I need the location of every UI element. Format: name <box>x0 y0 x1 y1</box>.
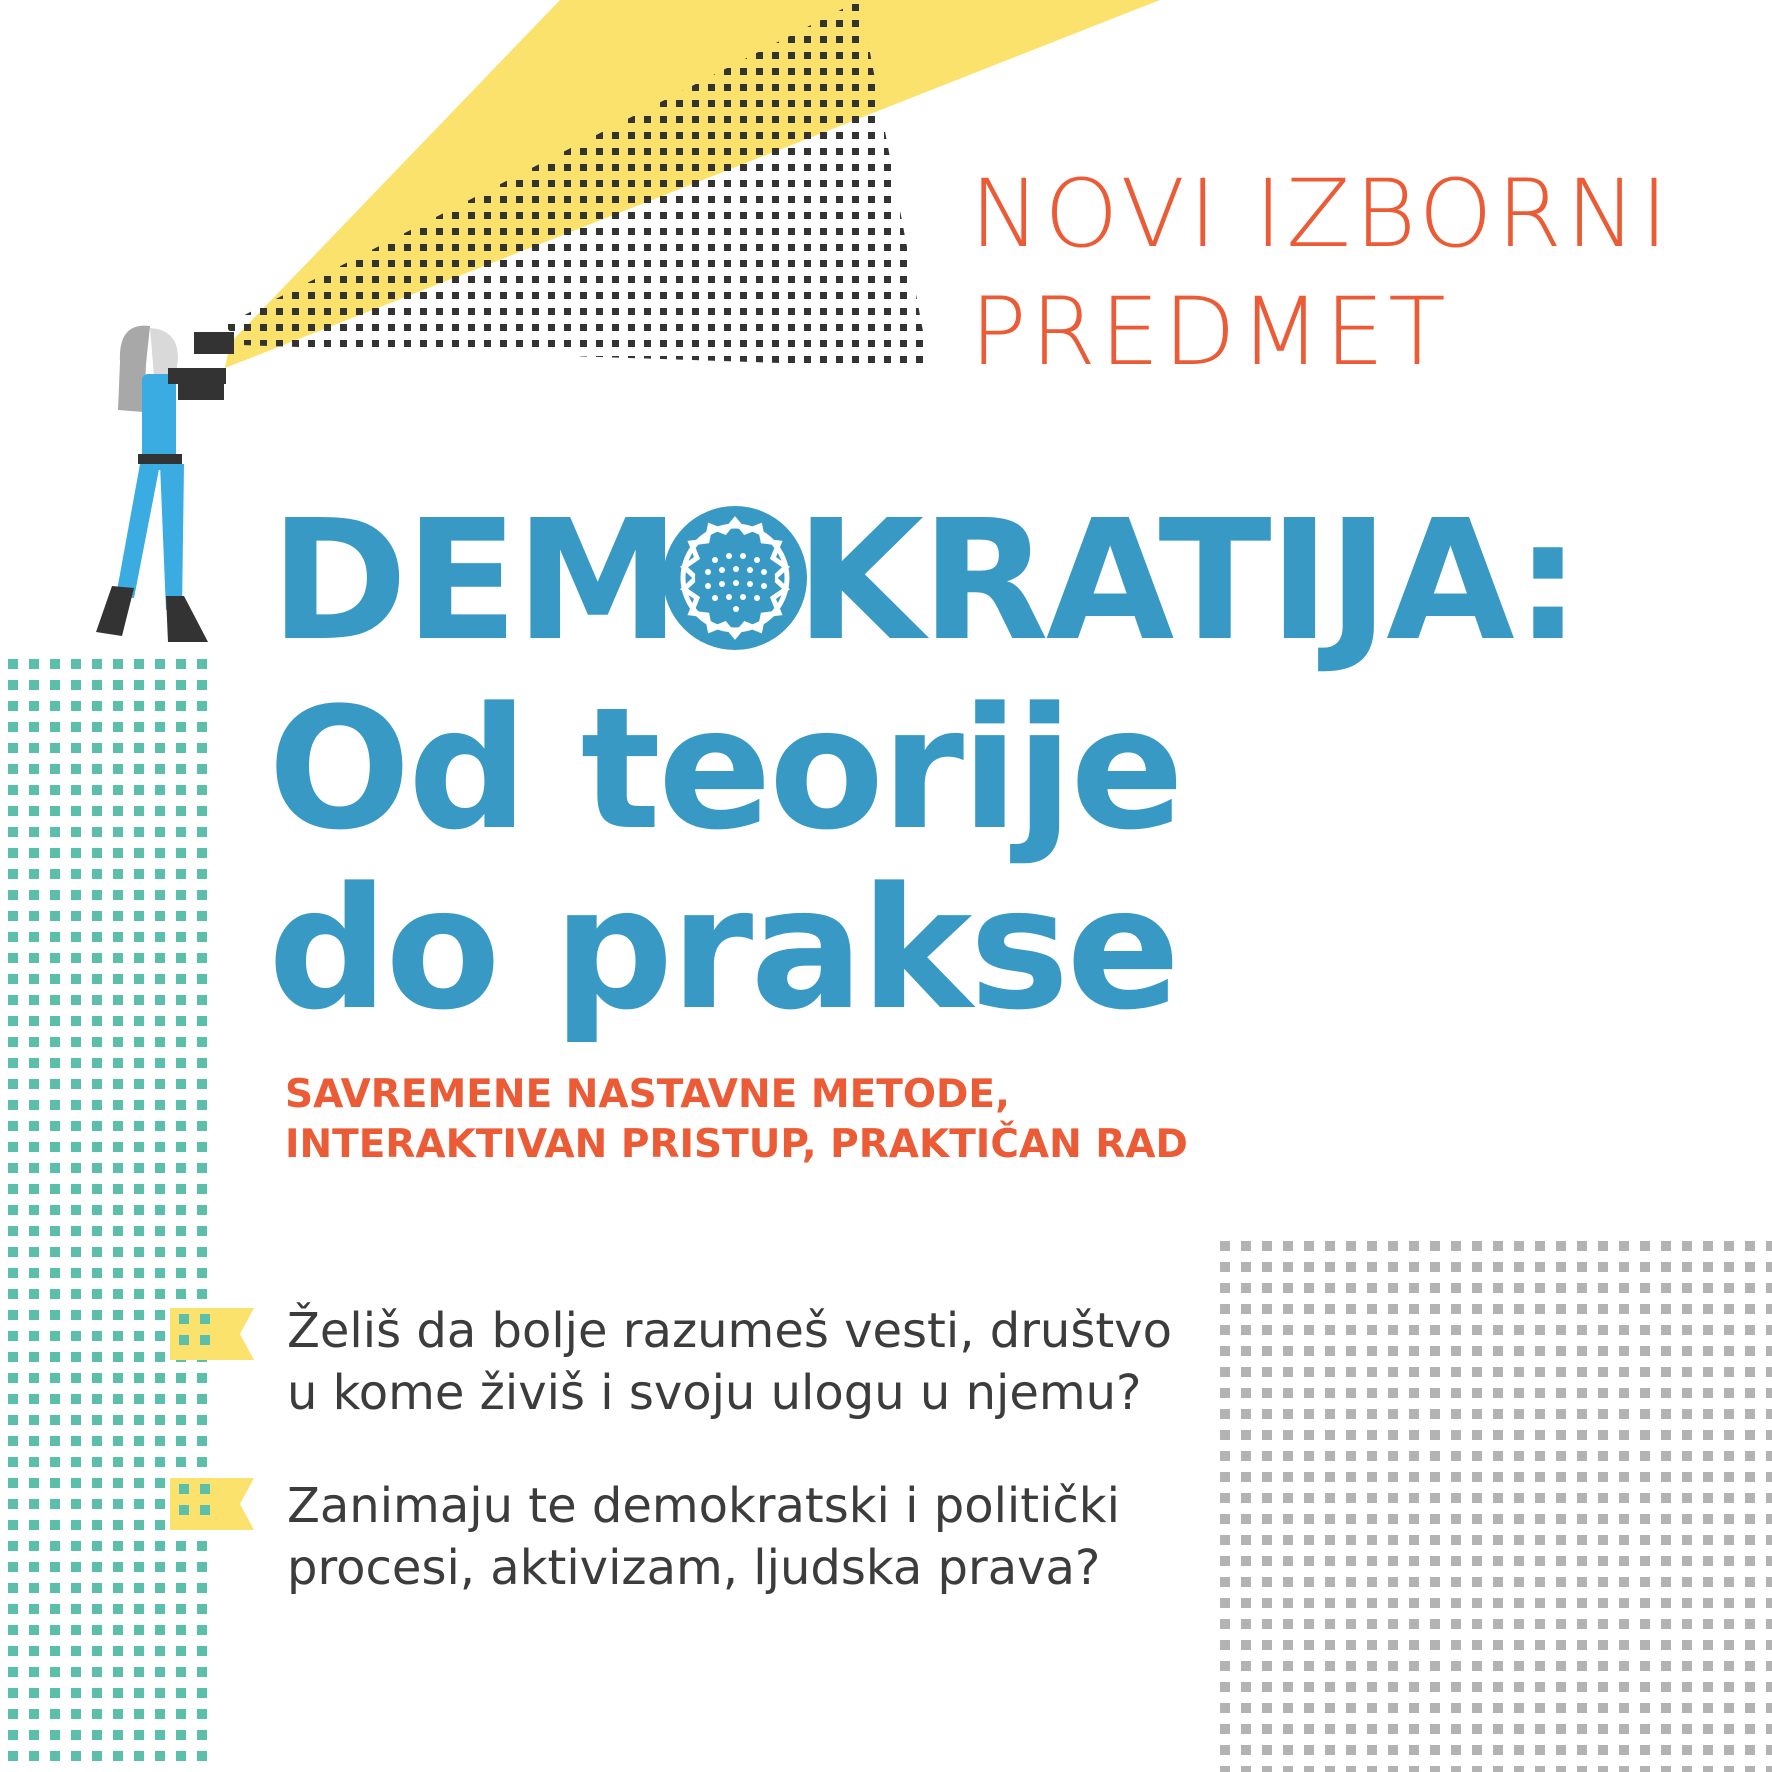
ribbon-bullet-icon <box>170 1308 254 1360</box>
question-2 <box>287 1475 1120 1599</box>
eyebrow-line-2: PREDMET <box>970 278 1450 387</box>
person-with-binoculars-illustration <box>96 326 234 642</box>
gray-dot-column <box>1220 1230 1772 1772</box>
question-2-line-2: procesi, aktivizam, ljudska prava? <box>287 1540 1101 1596</box>
question-1-line-1: Želiš da bolje razumeš vesti, društvo <box>287 1303 1172 1359</box>
subtitle-line-2: INTERAKTIVAN PRISTUP, PRAKTIČAN RAD <box>285 1122 1188 1167</box>
headline-line-1 <box>270 485 1579 678</box>
eyebrow-title <box>970 156 1672 392</box>
question-1 <box>287 1300 1172 1424</box>
headline-line-2: Od teorije <box>268 671 1182 867</box>
ribbon-bullet-icon <box>170 1478 254 1530</box>
headline-part-2: KRATIJA: <box>795 485 1579 678</box>
headline-part-1: DEM <box>270 485 678 678</box>
subtitle-line-1: SAVREMENE NASTAVNE METODE, <box>285 1072 1010 1117</box>
question-2-line-1: Zanimaju te demokratski i politički <box>287 1478 1120 1534</box>
question-1-line-2: u kome živiš i svoju ulogu u njemu? <box>287 1365 1142 1421</box>
headline-line-3: do prakse <box>268 851 1178 1047</box>
teal-dot-column <box>0 648 214 1772</box>
eyebrow-line-1: NOVI IZBORNI <box>970 160 1672 269</box>
subtitle <box>285 1070 1188 1170</box>
